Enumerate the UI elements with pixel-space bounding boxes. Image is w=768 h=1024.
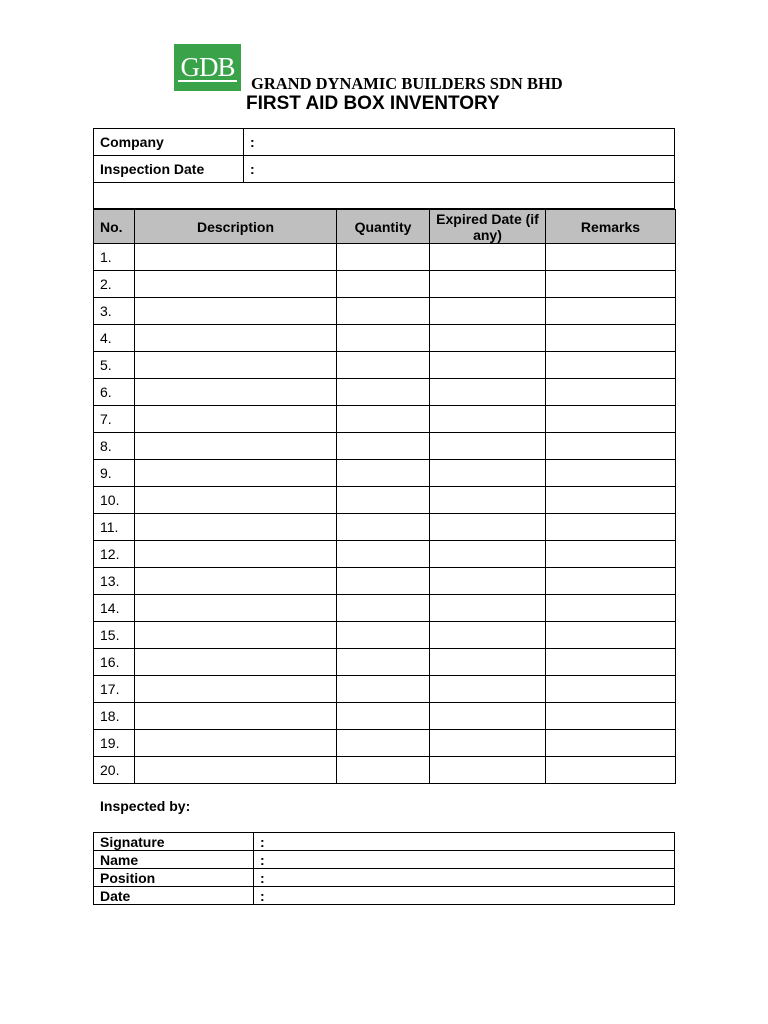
description-cell[interactable] bbox=[135, 541, 337, 568]
table-row bbox=[94, 541, 676, 568]
company-label: Company bbox=[94, 129, 244, 156]
expired-date-cell[interactable] bbox=[430, 730, 546, 757]
blank-row bbox=[94, 183, 675, 209]
row-number: 17. bbox=[94, 676, 135, 703]
remarks-cell[interactable] bbox=[546, 325, 676, 352]
remarks-cell[interactable] bbox=[546, 676, 676, 703]
name-row bbox=[94, 851, 675, 869]
expired-date-cell[interactable] bbox=[430, 622, 546, 649]
expired-date-cell[interactable] bbox=[430, 433, 546, 460]
quantity-cell[interactable] bbox=[337, 541, 430, 568]
description-cell[interactable] bbox=[135, 460, 337, 487]
row-number: 12. bbox=[94, 541, 135, 568]
table-row bbox=[94, 595, 676, 622]
quantity-cell[interactable] bbox=[337, 487, 430, 514]
quantity-cell[interactable] bbox=[337, 433, 430, 460]
expired-date-cell[interactable] bbox=[430, 676, 546, 703]
description-cell[interactable] bbox=[135, 595, 337, 622]
table-row bbox=[94, 757, 676, 784]
quantity-cell[interactable] bbox=[337, 325, 430, 352]
description-cell[interactable] bbox=[135, 325, 337, 352]
inventory-header-row bbox=[94, 210, 676, 244]
table-row bbox=[94, 298, 676, 325]
quantity-cell[interactable] bbox=[337, 730, 430, 757]
table-row bbox=[94, 379, 676, 406]
description-cell[interactable] bbox=[135, 568, 337, 595]
remarks-cell[interactable] bbox=[546, 433, 676, 460]
info-table bbox=[93, 128, 675, 209]
quantity-cell[interactable] bbox=[337, 379, 430, 406]
remarks-cell[interactable] bbox=[546, 568, 676, 595]
table-row bbox=[94, 244, 676, 271]
expired-date-cell[interactable] bbox=[430, 460, 546, 487]
remarks-cell[interactable] bbox=[546, 406, 676, 433]
table-row bbox=[94, 730, 676, 757]
column-header-quantity: Quantity bbox=[337, 210, 430, 244]
expired-date-cell[interactable] bbox=[430, 649, 546, 676]
position-label: Position bbox=[94, 869, 254, 887]
company-logo bbox=[174, 44, 241, 91]
remarks-cell[interactable] bbox=[546, 595, 676, 622]
remarks-cell[interactable] bbox=[546, 514, 676, 541]
remarks-cell[interactable] bbox=[546, 352, 676, 379]
company-name: GRAND DYNAMIC BUILDERS SDN BHD bbox=[251, 74, 563, 93]
table-row bbox=[94, 406, 676, 433]
row-number: 15. bbox=[94, 622, 135, 649]
quantity-cell[interactable] bbox=[337, 298, 430, 325]
date-label: Date bbox=[94, 887, 254, 905]
quantity-cell[interactable] bbox=[337, 676, 430, 703]
info-row-company bbox=[94, 129, 675, 156]
row-number: 5. bbox=[94, 352, 135, 379]
table-row bbox=[94, 352, 676, 379]
table-row bbox=[94, 433, 676, 460]
expired-date-cell[interactable] bbox=[430, 487, 546, 514]
expired-date-cell[interactable] bbox=[430, 703, 546, 730]
remarks-cell[interactable] bbox=[546, 730, 676, 757]
row-number: 9. bbox=[94, 460, 135, 487]
remarks-cell[interactable] bbox=[546, 460, 676, 487]
description-cell[interactable] bbox=[135, 379, 337, 406]
quantity-cell[interactable] bbox=[337, 649, 430, 676]
date-row bbox=[94, 887, 675, 905]
table-row bbox=[94, 703, 676, 730]
expired-date-cell[interactable] bbox=[430, 271, 546, 298]
name-label: Name bbox=[94, 851, 254, 869]
quantity-cell[interactable] bbox=[337, 703, 430, 730]
table-row bbox=[94, 325, 676, 352]
description-cell[interactable] bbox=[135, 271, 337, 298]
expired-date-cell[interactable] bbox=[430, 244, 546, 271]
position-field[interactable]: : bbox=[254, 869, 675, 887]
expired-date-cell[interactable] bbox=[430, 568, 546, 595]
row-number: 18. bbox=[94, 703, 135, 730]
description-cell[interactable] bbox=[135, 352, 337, 379]
expired-date-cell[interactable] bbox=[430, 541, 546, 568]
name-field[interactable]: : bbox=[254, 851, 675, 869]
quantity-cell[interactable] bbox=[337, 622, 430, 649]
expired-date-cell[interactable] bbox=[430, 406, 546, 433]
table-row bbox=[94, 514, 676, 541]
expired-date-cell[interactable] bbox=[430, 352, 546, 379]
expired-date-cell[interactable] bbox=[430, 298, 546, 325]
expired-date-cell[interactable] bbox=[430, 595, 546, 622]
description-cell[interactable] bbox=[135, 703, 337, 730]
row-number: 2. bbox=[94, 271, 135, 298]
remarks-cell[interactable] bbox=[546, 541, 676, 568]
document-title: FIRST AID BOX INVENTORY bbox=[246, 93, 500, 114]
position-row bbox=[94, 869, 675, 887]
description-cell[interactable] bbox=[135, 433, 337, 460]
row-number: 6. bbox=[94, 379, 135, 406]
column-header-expired-date: Expired Date (if any) bbox=[430, 210, 546, 244]
quantity-cell[interactable] bbox=[337, 757, 430, 784]
expired-date-cell[interactable] bbox=[430, 379, 546, 406]
table-row bbox=[94, 676, 676, 703]
description-cell[interactable] bbox=[135, 676, 337, 703]
remarks-cell[interactable] bbox=[546, 703, 676, 730]
description-cell[interactable] bbox=[135, 244, 337, 271]
quantity-cell[interactable] bbox=[337, 568, 430, 595]
description-cell[interactable] bbox=[135, 757, 337, 784]
signature-table bbox=[93, 832, 675, 905]
remarks-cell[interactable] bbox=[546, 622, 676, 649]
table-row bbox=[94, 487, 676, 514]
row-number: 16. bbox=[94, 649, 135, 676]
quantity-cell[interactable] bbox=[337, 244, 430, 271]
row-number: 8. bbox=[94, 433, 135, 460]
quantity-cell[interactable] bbox=[337, 595, 430, 622]
logo-text: GDB bbox=[180, 51, 235, 82]
column-header-description: Description bbox=[135, 210, 337, 244]
inspection-date-field[interactable]: : bbox=[244, 156, 675, 183]
table-row bbox=[94, 649, 676, 676]
description-cell[interactable] bbox=[135, 649, 337, 676]
row-number: 4. bbox=[94, 325, 135, 352]
row-number: 11. bbox=[94, 514, 135, 541]
remarks-cell[interactable] bbox=[546, 379, 676, 406]
row-number: 14. bbox=[94, 595, 135, 622]
signature-row bbox=[94, 833, 675, 851]
quantity-cell[interactable] bbox=[337, 352, 430, 379]
row-number: 10. bbox=[94, 487, 135, 514]
inventory-table bbox=[93, 209, 676, 784]
remarks-cell[interactable] bbox=[546, 298, 676, 325]
remarks-cell[interactable] bbox=[546, 649, 676, 676]
expired-date-cell[interactable] bbox=[430, 325, 546, 352]
table-row bbox=[94, 271, 676, 298]
signature-field[interactable]: : bbox=[254, 833, 675, 851]
description-cell[interactable] bbox=[135, 487, 337, 514]
description-cell[interactable] bbox=[135, 406, 337, 433]
description-cell[interactable] bbox=[135, 514, 337, 541]
quantity-cell[interactable] bbox=[337, 460, 430, 487]
signature-label: Signature bbox=[94, 833, 254, 851]
description-cell[interactable] bbox=[135, 622, 337, 649]
expired-date-cell[interactable] bbox=[430, 514, 546, 541]
table-row bbox=[94, 622, 676, 649]
expired-date-cell[interactable] bbox=[430, 757, 546, 784]
table-row bbox=[94, 460, 676, 487]
description-cell[interactable] bbox=[135, 730, 337, 757]
info-row-blank bbox=[94, 183, 675, 209]
column-header-remarks: Remarks bbox=[546, 210, 676, 244]
company-field[interactable]: : bbox=[244, 129, 675, 156]
remarks-cell[interactable] bbox=[546, 244, 676, 271]
inspected-by-label: Inspected by: bbox=[100, 798, 191, 814]
table-row bbox=[94, 568, 676, 595]
row-number: 13. bbox=[94, 568, 135, 595]
quantity-cell[interactable] bbox=[337, 271, 430, 298]
row-number: 19. bbox=[94, 730, 135, 757]
date-field[interactable]: : bbox=[254, 887, 675, 905]
description-cell[interactable] bbox=[135, 298, 337, 325]
column-header-no: No. bbox=[94, 210, 135, 244]
remarks-cell[interactable] bbox=[546, 757, 676, 784]
quantity-cell[interactable] bbox=[337, 514, 430, 541]
row-number: 7. bbox=[94, 406, 135, 433]
quantity-cell[interactable] bbox=[337, 406, 430, 433]
row-number: 3. bbox=[94, 298, 135, 325]
inspection-date-label: Inspection Date bbox=[94, 156, 244, 183]
remarks-cell[interactable] bbox=[546, 487, 676, 514]
row-number: 1. bbox=[94, 244, 135, 271]
info-row-inspection-date bbox=[94, 156, 675, 183]
remarks-cell[interactable] bbox=[546, 271, 676, 298]
row-number: 20. bbox=[94, 757, 135, 784]
